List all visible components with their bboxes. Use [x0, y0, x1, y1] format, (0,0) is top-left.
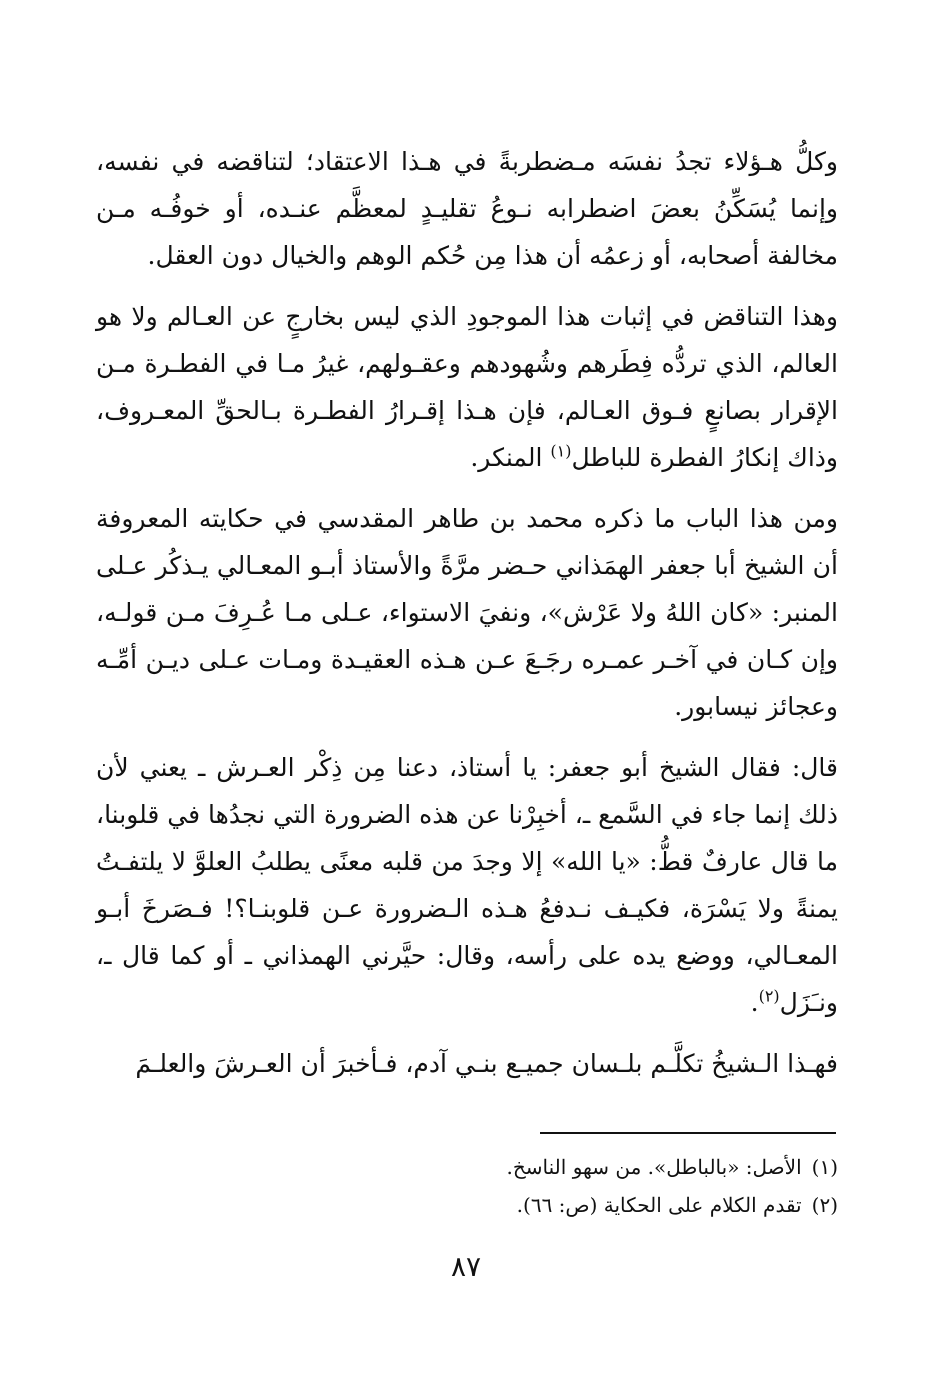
paragraph-2-text: وهذا التناقض في إثبات هذا الموجودِ الذي ليس بخارجٍ عن العـالم ولا هو العالم، الذي تردُّه فِطَرهم وشُهودهم وعقـولهم، غيرُ مـا في الفطـرة مـن الإقرار بصانعٍ فـوق العـالم، فإن هـذا إقـرارُ الفطـرة بـالحقِّ المعـروف، وذاك إنكارُ الفطرة للباطل [96, 302, 838, 472]
footnote-1-number: (١) [811, 1155, 838, 1179]
paragraph-5-text: فهـذا الـشيخُ تكلَّـم بلـسان جميـع بنـي آدم، فـأخبرَ أن العـرشَ والعلـمَ [135, 1049, 838, 1078]
paragraph-2 [96, 293, 838, 481]
paragraph-4-text-after: . [750, 988, 759, 1017]
footnotes [96, 1148, 838, 1224]
footnote-1-text: الأصل: «بالباطل». من سهو الناسخ. [506, 1155, 802, 1179]
paragraph-4 [96, 744, 838, 1026]
footnote-1 [96, 1148, 838, 1186]
paragraph-1 [96, 138, 838, 279]
paragraph-4-text: قال: فقال الشيخ أبو جعفر: يا أستاذ، دعنا مِن ذِكْر العـرش ـ يعني لأن ذلك إنما جاء في السَّمع ـ، أخبِرْنا عن هذه الضرورة التي نجدُها في قلوبنا، ما قال عارفٌ قطُّ: «يا الله» إلا وجدَ من قلبه معنًى يطلبُ العلوَّ لا يلتفـتُ يمنةً ولا يَسْرَة، فكيـف نـدفعُ هـذه الـضرورة عـن قلوبنـا؟! فـصَرخَ أبـو المعـالي، ووضع يده على رأسه، وقال: حيَّرني الهمذاني ـ أو كما قال ـ، ونـَزَل [96, 753, 839, 1017]
paragraph-3 [96, 495, 838, 730]
main-text [96, 138, 838, 1087]
footnote-reference-1[interactable]: (١) [550, 441, 572, 461]
footnote-divider [540, 1132, 836, 1134]
paragraph-1-text: وكلُّ هـؤلاء تجدُ نفسَه مـضطربةً في هـذا الاعتقاد؛ لتناقضه في نفسه، وإنما يُسَكِّنُ بعضَ اضطرابه نـوعُ تقليـدٍ لمعظَّم عنـده، أو خوفُـه مـن مخالفة أصحابه، أو زعمُه أن هذا مِن حُكم الوهم والخيال دون العقل. [96, 147, 838, 270]
footnote-2 [96, 1186, 838, 1224]
footnote-2-text: تقدم الكلام على الحكاية (ص: ٦٦). [516, 1193, 802, 1217]
footnote-reference-2[interactable]: (٢) [758, 986, 780, 1006]
footnote-2-number: (٢) [811, 1193, 838, 1217]
paragraph-2-text-after: المنكر. [470, 443, 551, 472]
paragraph-5 [96, 1040, 838, 1087]
paragraph-3-text: ومن هذا الباب ما ذكره محمد بن طاهر المقدسي في حكايته المعروفة أن الشيخ أبا جعفر الهمَذاني حـضر مرَّةً والأستاذ أبـو المعـالي يـذكُر عـلى المنبر: «كان اللهُ ولا عَرْش»، ونفيَ الاستواء، عـلى مـا عُـرِفَ مـن قولـه، وإن كـان في آخـر عمـره رجَـعَ عـن هـذه العقيـدة ومـات عـلى ديـن أمِّـه وعجائز نيسابور. [96, 504, 838, 721]
page-number: ٨٧ [450, 1250, 482, 1283]
